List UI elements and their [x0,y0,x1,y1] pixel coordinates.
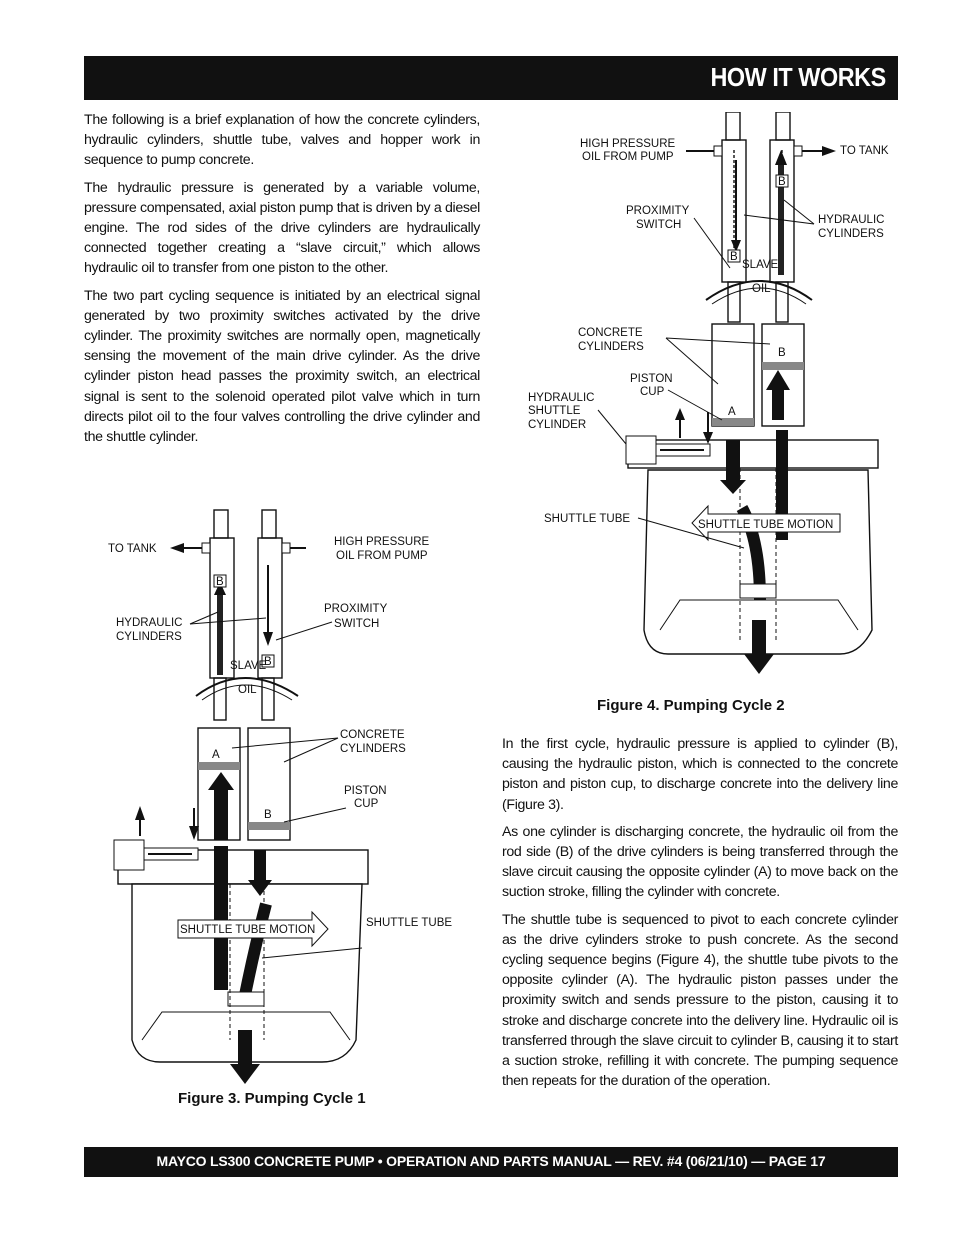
fig4-shuttle-motion-label: SHUTTLE TUBE MOTION [698,519,834,531]
fig4-rod-b2-label: B [778,176,786,188]
paragraph-cycling-sequence: The two part cycling sequence is initiated by an electrical signal generated by two proximity switches activated by the drive cylinder. The proximity switches are normally open, magnetically sensing the movement of the main drive cylinder. As the drive cylinder piston head passes the proximity switch, an electrical signal is sent to the solenoid operated pilot valve which in turn directs pilot oil to the four valves controlling the drive cylinder and the shuttle cylinder. [84,287,480,446]
fig3-to-tank-label: TO TANK [108,543,157,555]
fig4-slave-label: SLAVE [742,259,779,271]
fig3-piston-label-1: PISTON [344,785,387,797]
fig4-high-pressure-label-1: HIGH PRESSURE [580,138,676,150]
fig4-hydraulic-label-1: HYDRAULIC [818,214,885,226]
figure-4-caption: Figure 4. Pumping Cycle 2 [597,697,785,714]
paragraph-shuttle-tube: The shuttle tube is sequenced to pivot to each concrete cylinder as the drive cylinders stroke to push concrete. As the second cycling sequence begins (Figure 4), the shuttle tube pivots to the opposite cylinder (A). The hydraulic piston passes under the proximity switch and sends pressure to the piston, causing it to stroke and discharge concrete into the delivery line. Hydraulic oil is transferred through the slave circuit to cylinder B, causing it to start a suction stroke, refilling it with concrete. The pumping sequence then repeats for the duration of the operation. [502,911,898,1090]
figure-3-caption: Figure 3. Pumping Cycle 1 [178,1090,366,1107]
fig3-hydraulic-label-1: HYDRAULIC [116,617,183,629]
fig3-piston-label-2: CUP [354,798,379,810]
fig4-cylinder-b-label: B [778,347,786,359]
paragraph-hydraulic-pressure: The hydraulic pressure is generated by a variable volume, pressure compensated, axial piston pump that is driven by a diesel engine. The rod sides of the drive cylinders are hydraulically connected together creating a “slave circuit,” which allows hydraulic oil to transfer from one piston to the other. [84,179,480,277]
fig4-high-pressure-label-2: OIL FROM PUMP [582,151,674,163]
fig4-concrete-label-1: CONCRETE [578,327,643,339]
page-footer-bar [84,1147,898,1177]
fig4-to-tank-label: TO TANK [840,145,889,157]
fig3-rod-b1-label: B [216,576,224,588]
fig4-hyd-shuttle-label-3: CYLINDER [528,419,587,431]
fig3-proximity-label-2: SWITCH [334,618,380,630]
fig4-piston-label-2: CUP [640,386,665,398]
fig3-oil-label: OIL [238,684,257,696]
page-title: HOW IT WORKS [710,62,886,92]
fig3-slave-label: SLAVE [230,660,267,672]
cycle-text-column [502,734,898,1098]
paragraph-discharging: As one cylinder is discharging concrete, the hydraulic oil from the rod side (B) of the drive cylinders is being transferred through the slave circuit causing the opposite cylinder (A) to move back on the suction stroke, filling the cylinder with concrete. [502,823,898,901]
fig4-shuttle-tube-label: SHUTTLE TUBE [544,513,631,525]
fig3-shuttle-motion-label: SHUTTLE TUBE MOTION [180,924,316,936]
fig3-proximity-label-1: PROXIMITY [324,603,388,615]
fig3-shuttle-tube-label: SHUTTLE TUBE [366,917,453,929]
fig4-concrete-label-2: CYLINDERS [578,341,644,353]
paragraph-first-cycle: In the first cycle, hydraulic pressure is applied to cylinder (B), causing the hydraulic piston, which is connected to the concrete piston and piston cup, to discharge concrete into the delivery line (Figure 3). [502,736,898,813]
fig4-rod-b1-label: B [730,251,738,263]
fig3-rod-b2-label: B [264,656,272,668]
fig4-cylinder-a-label: A [728,406,736,418]
paragraph-intro: The following is a brief explanation of how the concrete cylinders, hydraulic cylinders, shuttle tube, valves and hopper work in sequence to pump concrete. [84,112,480,169]
fig3-high-pressure-label-2: OIL FROM PUMP [336,550,428,562]
footer-text: MAYCO LS300 CONCRETE PUMP • OPERATION AND PARTS MANUAL — REV. #4 (06/21/10) — PAGE 17 [156,1153,826,1169]
figure-4-diagram [520,112,900,682]
fig4-oil-label: OIL [752,283,771,295]
fig3-cylinder-b-label: B [264,809,272,821]
fig4-hyd-shuttle-label-1: HYDRAULIC [528,392,595,404]
fig3-concrete-label-2: CYLINDERS [340,743,406,755]
fig3-hydraulic-label-2: CYLINDERS [116,631,182,643]
fig4-proximity-label-2: SWITCH [636,219,682,231]
fig3-concrete-label-1: CONCRETE [340,729,405,741]
page-header-bar [84,56,898,100]
fig3-cylinder-a-label: A [212,749,220,761]
fig4-piston-label-1: PISTON [630,373,673,385]
fig4-proximity-label-1: PROXIMITY [626,205,690,217]
intro-text-column [84,110,480,454]
fig4-hyd-shuttle-label-2: SHUTTLE [528,405,581,417]
figure-3-diagram [100,506,470,1086]
fig3-high-pressure-label-1: HIGH PRESSURE [334,536,430,548]
fig4-hydraulic-label-2: CYLINDERS [818,228,884,240]
